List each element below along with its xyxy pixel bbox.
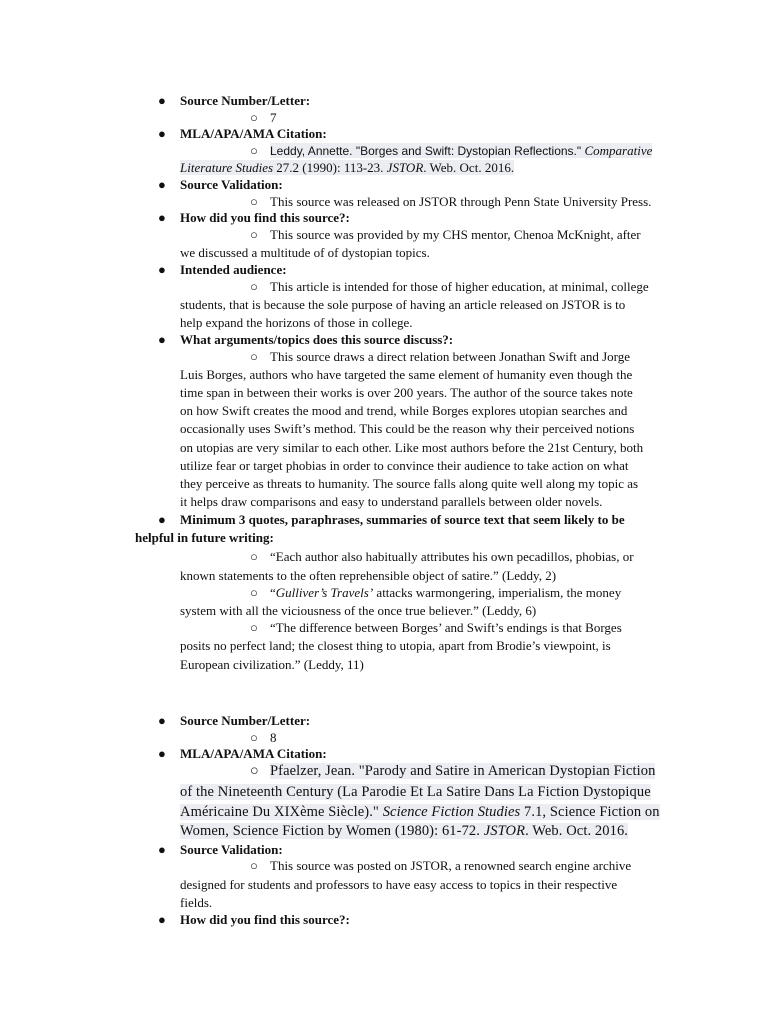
subbullet-icon: ○ <box>250 194 258 209</box>
topics-text-line: on utopias are very similar to each other. Like most authors before the 21st Century, both <box>180 440 644 455</box>
topics-text-line-1: ○ This source draws a direct relation between Jonathan Swift and Jorge <box>250 349 631 364</box>
topics-text-line: occasionally uses Swift’s method. This could be the reason why their perceived notions <box>180 421 635 436</box>
validation-heading: ● Source Validation: <box>158 177 283 192</box>
validation-text: ○ This source was released on JSTOR through Penn State University Press. <box>250 194 652 209</box>
quote-1-line-2: known statements to the often reprehensible object of satire.” (Leddy, 2) <box>180 568 557 583</box>
citation-text-line-2: Literature Studies 27.2 (1990): 113-23. JSTOR. Web. Oct. 2016. <box>180 160 515 175</box>
audience-text-line-3: help expand the horizons of those in college. <box>180 315 413 330</box>
found-heading: ● How did you find this source?: <box>158 912 350 927</box>
subbullet-icon: ○ <box>250 763 259 779</box>
source-number-value: ○ 7 <box>250 110 277 125</box>
topics-text-line: they perceive as threats to humanity. The source falls along quite well along my topic as <box>180 476 639 491</box>
source-number-heading: ● Source Number/Letter: <box>158 93 311 108</box>
subbullet-icon: ○ <box>250 858 258 873</box>
subbullet-icon: ○ <box>250 620 258 635</box>
validation-text-line-1: ○ This source was posted on JSTOR, a renowned search engine archive <box>250 858 632 873</box>
citation-text-line-4: Women, Science Fiction by Women (1980): 61-72. JSTOR. Web. Oct. 2016. <box>180 823 629 839</box>
bullet-icon: ● <box>158 512 166 527</box>
validation-text-line-2: designed for students and professors to have easy access to topics in their respective <box>180 877 618 892</box>
topics-text-line: time span in between their works is over 200 years. The author of the source takes note <box>180 385 633 400</box>
subbullet-icon: ○ <box>250 227 258 242</box>
subbullet-icon: ○ <box>250 585 258 600</box>
citation-text-line-1: ○ Leddy, Annette. "Borges and Swift: Dystopian Reflections." Comparative <box>250 143 653 158</box>
found-text-line-2: we discussed a multitude of of dystopian topics. <box>180 245 430 260</box>
validation-heading: ● Source Validation: <box>158 842 283 857</box>
subbullet-icon: ○ <box>250 730 258 745</box>
validation-text-line-3: fields. <box>180 895 213 910</box>
citation-text-line-1: ○ Pfaelzer, Jean. "Parody and Satire in American Dystopian Fiction <box>250 763 656 779</box>
found-heading: ● How did you find this source?: <box>158 210 350 225</box>
subbullet-icon: ○ <box>250 549 258 564</box>
found-text-line-1: ○ This source was provided by my CHS mentor, Chenoa McKnight, after <box>250 227 641 242</box>
source-number-heading: ● Source Number/Letter: <box>158 713 311 728</box>
citation-text-line-2: of the Nineteenth Century (La Parodie Et La Satire Dans La Fiction Dystopique <box>180 784 651 800</box>
audience-text-line-2: students, that is because the sole purpose of having an article released on JSTOR is to <box>180 297 626 312</box>
bullet-icon: ● <box>158 332 166 347</box>
citation-heading: ● MLA/APA/AMA Citation: <box>158 746 327 761</box>
citation-text-line-3: Américaine Du XIXème Siècle)." Science Fiction Studies 7.1, Science Fiction on <box>180 804 660 820</box>
bullet-icon: ● <box>158 126 166 141</box>
subbullet-icon: ○ <box>250 110 258 125</box>
quote-3-line-1: ○ “The difference between Borges’ and Swift’s endings is that Borges <box>250 620 622 635</box>
audience-text-line-1: ○ This article is intended for those of higher education, at minimal, college <box>250 279 649 294</box>
quote-2-line-2: system with all the viciousness of the once true believer.” (Leddy, 6) <box>180 603 537 618</box>
subbullet-icon: ○ <box>250 143 258 158</box>
topics-text-line: it helps draw comparisons and easy to understand parallels between older novels. <box>180 494 603 509</box>
topics-text-line: Luis Borges, authors who have targeted the same element of humanity even though the <box>180 367 633 382</box>
bullet-icon: ● <box>158 93 166 108</box>
bullet-icon: ● <box>158 177 166 192</box>
topics-text-line: on how Swift creates the mood and trend, while Borges explores utopian searches and <box>180 403 628 418</box>
bullet-icon: ● <box>158 210 166 225</box>
citation-heading: ● MLA/APA/AMA Citation: <box>158 126 327 141</box>
quotes-heading: ● Minimum 3 quotes, paraphrases, summaries of source text that seem likely to be <box>158 512 625 527</box>
quote-3-line-3: European civilization.” (Leddy, 11) <box>180 657 364 672</box>
bullet-icon: ● <box>158 912 166 927</box>
quotes-heading-line-2: helpful in future writing: <box>135 530 274 545</box>
quote-1-line-1: ○ “Each author also habitually attributes his own pecadillos, phobias, or <box>250 549 634 564</box>
bullet-icon: ● <box>158 842 166 857</box>
subbullet-icon: ○ <box>250 279 258 294</box>
subbullet-icon: ○ <box>250 349 258 364</box>
quote-2-line-1: ○ “Gulliver’s Travels’ attacks warmongering, imperialism, the money <box>250 585 622 600</box>
topics-heading: ● What arguments/topics does this source discuss?: <box>158 332 454 347</box>
bullet-icon: ● <box>158 713 166 728</box>
topics-text-line: utilize fear or target phobias in order to convince their audience to take action on what <box>180 458 629 473</box>
bullet-icon: ● <box>158 746 166 761</box>
source-number-value: ○ 8 <box>250 730 277 745</box>
audience-heading: ● Intended audience: <box>158 262 287 277</box>
bullet-icon: ● <box>158 262 166 277</box>
quote-3-line-2: posits no perfect land; the closest thing to utopia, apart from Brodie’s viewpoint, is <box>180 638 611 653</box>
